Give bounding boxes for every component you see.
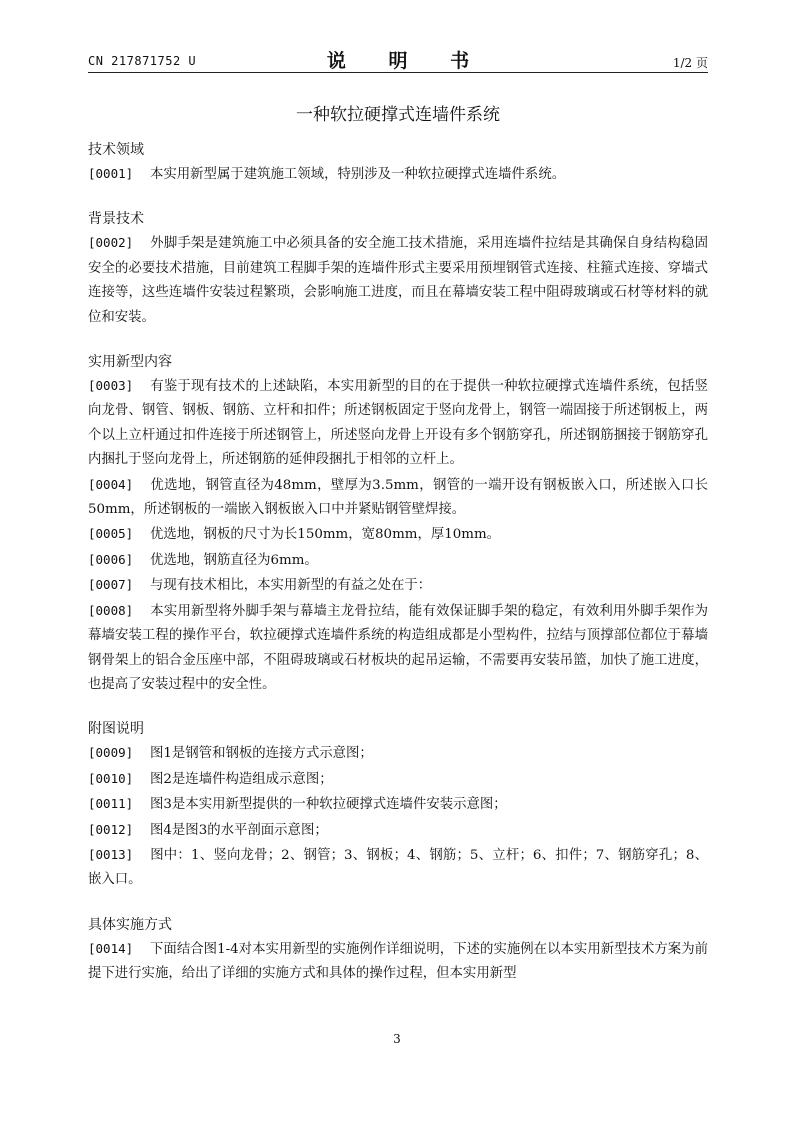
paragraph-number: [0013] <box>88 846 134 862</box>
paragraph-text: 本实用新型属于建筑施工领域，特别涉及一种软拉硬撑式连墙件系统。 <box>150 167 566 182</box>
paragraph-text: 图中：1、竖向龙骨；2、钢管；3、钢板；4、钢筋；5、立杆；6、扣件；7、钢筋穿孔；8、嵌入口。 <box>88 847 708 888</box>
paragraph-text: 图1是钢管和钢板的连接方式示意图； <box>150 746 373 762</box>
publication-number: CN 217871752 U <box>88 54 197 68</box>
section-heading: 背景技术 <box>88 211 144 228</box>
paragraph <box>88 548 708 573</box>
paragraph-number: [0002] <box>88 235 134 251</box>
paragraph <box>88 374 708 473</box>
section <box>88 140 708 187</box>
paragraph <box>88 767 708 792</box>
paragraph <box>88 573 708 598</box>
paragraph-text: 下面结合图1-4对本实用新型的实施例作详细说明，下述的实施例在以本实用新型技术方案为前提下进行实施，给出了详细的实施方式和具体的操作过程，但本实用新型 <box>88 941 708 982</box>
paragraph-number: [0001] <box>88 166 134 181</box>
paragraph <box>88 162 708 187</box>
page-header <box>88 44 708 74</box>
paragraph-number: [0008] <box>88 602 134 618</box>
paragraph <box>88 937 708 987</box>
paragraph <box>88 599 708 698</box>
paragraph-text: 与现有技术相比，本实用新型的有益之处在于： <box>150 578 432 594</box>
paragraph-number: [0005] <box>88 526 134 542</box>
paragraph-number: [0014] <box>88 940 134 956</box>
paragraph-number: [0006] <box>88 551 134 567</box>
paragraph <box>88 522 708 547</box>
section-heading: 实用新型内容 <box>88 354 172 371</box>
section-heading: 技术领域 <box>88 142 144 158</box>
paragraph-number: [0003] <box>88 378 134 394</box>
paragraph-number: [0012] <box>88 821 134 837</box>
paragraph-number: [0011] <box>88 796 134 812</box>
section-heading: 附图说明 <box>88 721 144 738</box>
paragraph-number: [0010] <box>88 770 134 786</box>
section <box>88 719 708 892</box>
paragraph-text: 图4是图3的水平剖面示意图； <box>150 822 328 838</box>
paragraph-text: 优选地，钢板的尺寸为长150mm，宽80mm，厚10mm。 <box>150 527 501 543</box>
page-of-indicator: 1/2 页 <box>672 56 708 70</box>
section <box>88 352 708 697</box>
document-type-heading: 说 明 书 <box>326 50 488 72</box>
section <box>88 915 708 987</box>
paragraph-text: 有鉴于现有技术的上述缺陷，本实用新型的目的在于提供一种软拉硬撑式连墙件系统，包括竖向龙骨、钢管、钢板、钢筋、立杆和扣件；所述钢板固定于竖向龙骨上，钢管一端固接于所述钢板上，两个以上立杆通过扣件连接于所述钢管上，所述竖向龙骨上开设有多个钢筋穿孔，所述钢筋捆接于钢筋穿孔内捆扎于竖向龙骨上，所述钢筋的延伸段捆扎于相邻的立杆上。 <box>88 379 708 468</box>
paragraph-number: [0004] <box>88 476 134 492</box>
paragraph-number: [0009] <box>88 745 134 761</box>
paragraph <box>88 792 708 817</box>
paragraph <box>88 231 708 330</box>
paragraph-text: 优选地，钢筋直径为6mm。 <box>150 552 318 568</box>
paragraph-text: 优选地，钢管直径为48mm，壁厚为3.5mm，钢管的一端开设有钢板嵌入口，所述嵌入口长50mm，所述钢板的一端嵌入钢板嵌入口中并紧贴钢管壁焊接。 <box>88 477 708 518</box>
paragraph <box>88 741 708 766</box>
paragraph-number: [0007] <box>88 577 134 593</box>
header-divider <box>88 72 708 73</box>
paragraph <box>88 818 708 843</box>
section-heading: 具体实施方式 <box>88 916 172 933</box>
section <box>88 209 708 330</box>
page-number: 3 <box>393 1032 401 1046</box>
paragraph-text: 图3是本实用新型提供的一种软拉硬撑式连墙件安装示意图； <box>150 797 507 813</box>
paragraph <box>88 473 708 523</box>
paragraph-text: 图2是连墙件构造组成示意图； <box>150 771 333 787</box>
paragraph-text: 外脚手架是建筑施工中必须具备的安全施工技术措施，采用连墙件拉结是其确保自身结构稳固安全的必要技术措施，目前建筑工程脚手架的连墙件形式主要采用预埋钢管式连接、柱箍式连接、穿墙式连接等，这些连墙件安装过程繁琐，会影响施工进度，而且在幕墙安装工程中阻碍玻璃或石材等材料的就位和安装。 <box>88 236 708 325</box>
document-body <box>88 140 708 1009</box>
document-title: 一种软拉硬撑式连墙件系统 <box>296 105 500 125</box>
paragraph <box>88 843 708 893</box>
paragraph-text: 本实用新型将外脚手架与幕墙主龙骨拉结，能有效保证脚手架的稳定，有效利用外脚手架作为幕墙安装工程的操作平台，软拉硬撑式连墙件系统的构造组成都是小型构件，拉结与顶撑部位都位于幕墙钢骨架上的铝合金压座中部，不阻碍玻璃或石材板块的起吊运输，不需要再安装吊篮，加快了施工进度，也提高了安装过程中的安全性。 <box>88 603 708 692</box>
